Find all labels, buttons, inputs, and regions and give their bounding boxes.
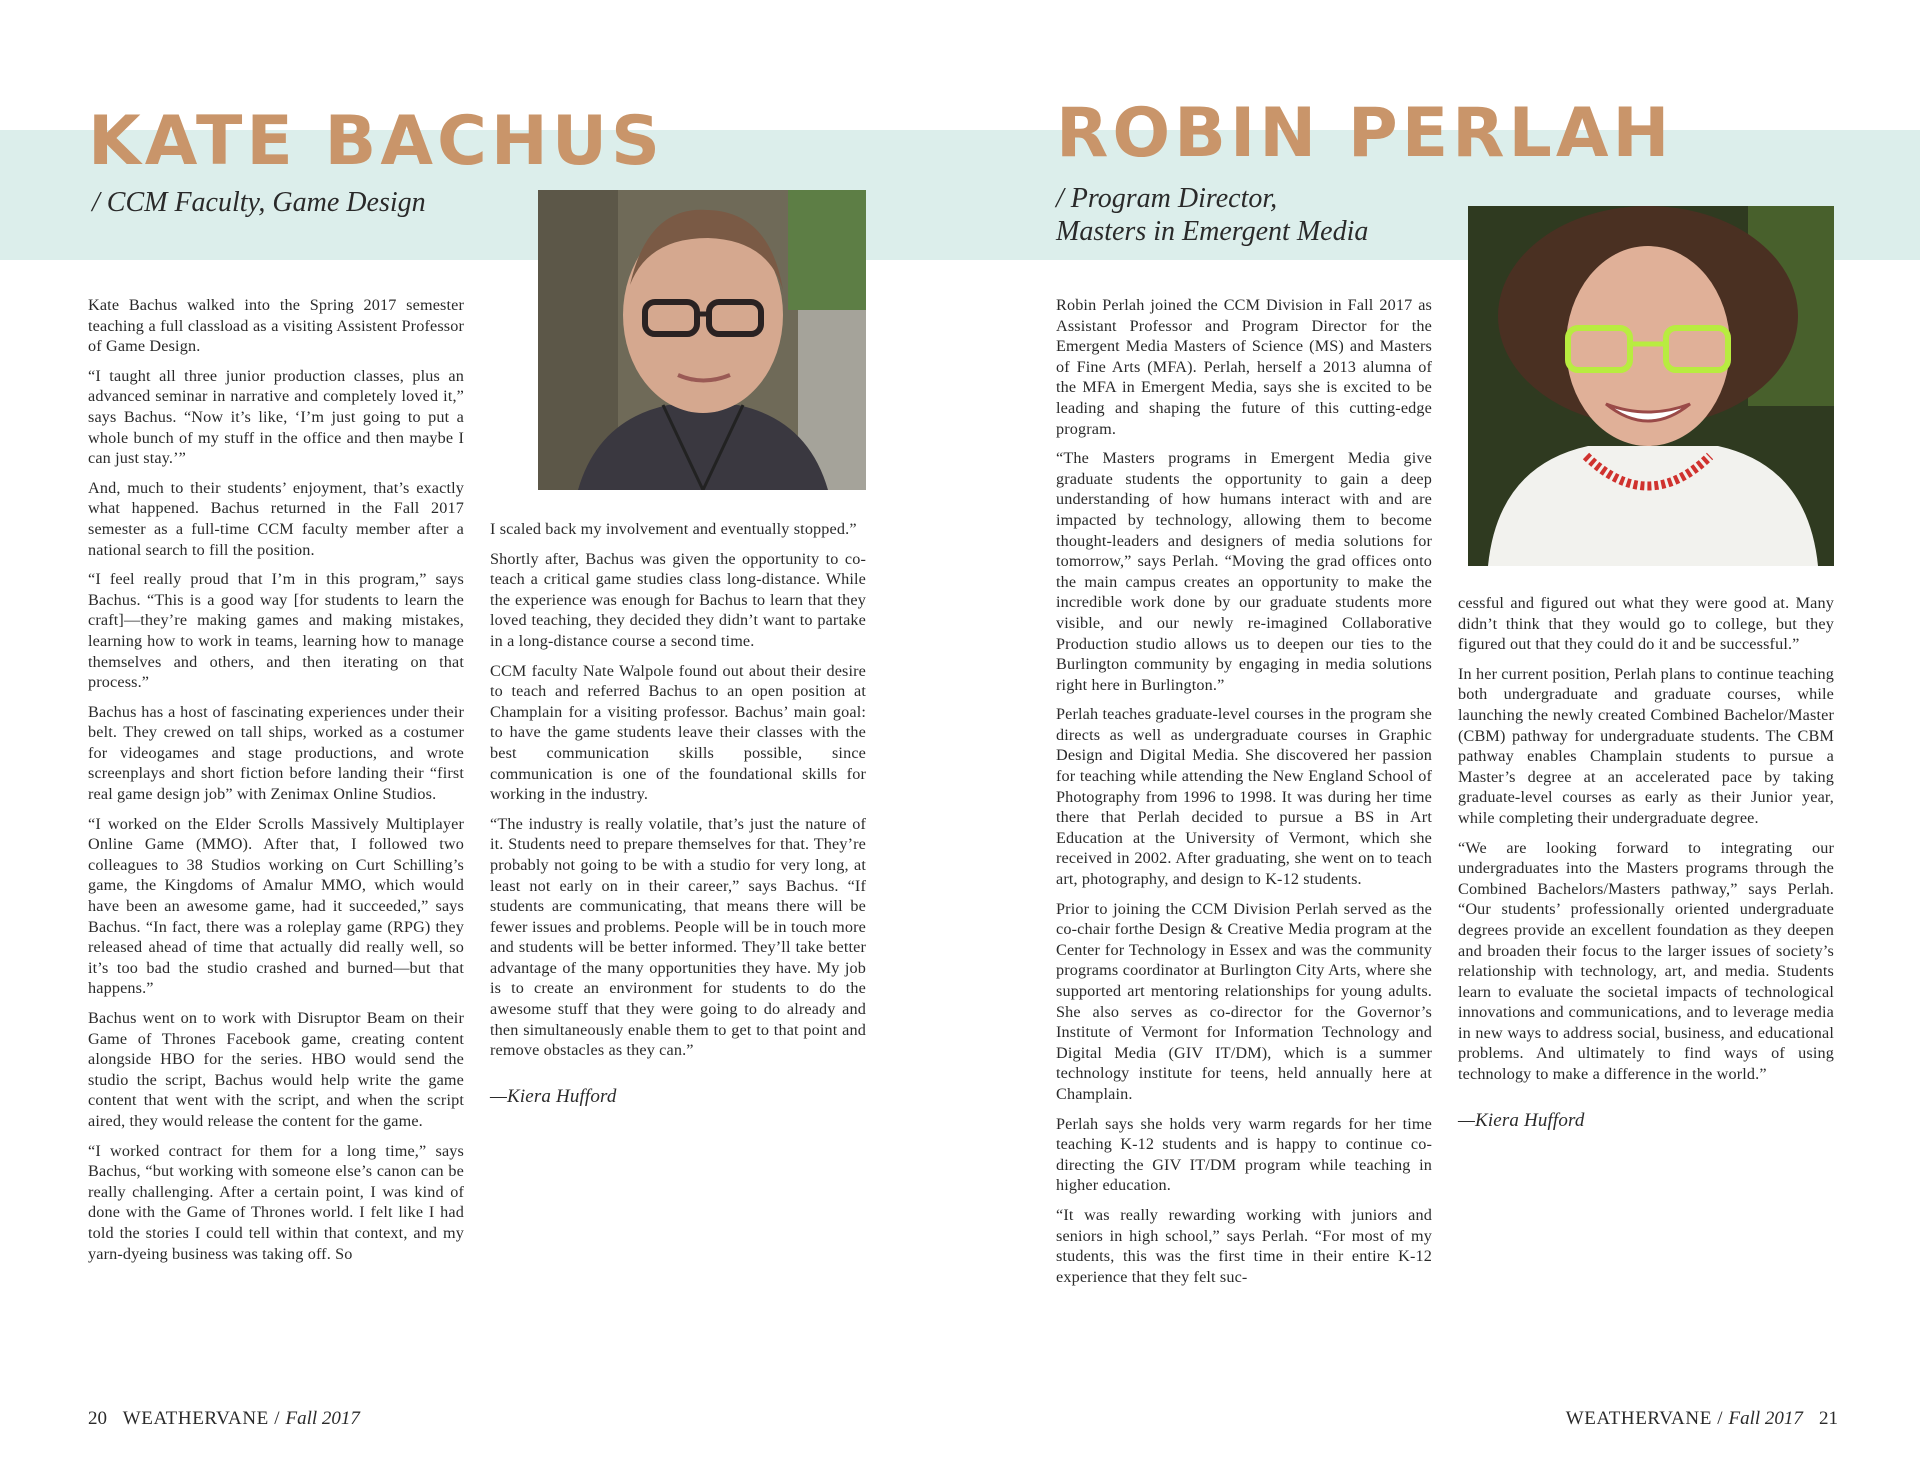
paragraph: Prior to joining the CCM Division Perlah served as the co-chair forthe Design & Creative Media program at the Center for Technology in Essex and was the community programs coordinator at Burlington City Arts, where she supported art mentoring relationships for young adults. She also serves as co-director for the Governor’s Institute of Vermont for Information Technology and Digital Media (GIV IT/DM), which is a summer technology institute for teens, held annually here at Champlain. [1056,899,1432,1103]
profile-role-right-line1: / Program Director, [1056,183,1278,214]
paragraph: “The Masters programs in Emergent Media give graduate students the opportunity to gain a deep understanding of how humans interact with and are impacted by technology, allowing them to become thought-leaders and designers of media solutions for tomorrow,” says Perlah. “Moving the grad offices onto the main campus creates an opportunity to make the incredible work done by our graduate students more visible, and our newly re-imagined Collaborative Production studio allows us to deepen our ties to the Burlington community by engaging in media solutions right here in Burlington.” [1056,449,1432,694]
magazine-title: WEATHERVANE [1565,1408,1712,1429]
paragraph: Perlah says she holds very warm regards for her time teaching K-12 students and is happy to continue co-directing the GIV IT/DM program while teaching in higher education. [1056,1114,1432,1195]
paragraph: “I taught all three junior production classes, plus an advanced seminar in narrative and completely loved it,” says Bachus. “Now it’s like, ‘I’m just going to put a whole bunch of my stuff in the office and then maybe I can just stay.’” [88,366,464,468]
paragraph: “We are looking forward to integrating our undergraduates into the Masters programs through the Combined Bachelors/Masters pathway,” says Perlah. “Our students’ professionally oriented undergraduate degrees provide an excellent foundation as they deepen and broaden their focus to the larger issues of society’s relationship with technology, art, and media. Students learn to evaluate the societal impacts of technological innovations and communications, and to leverage media in new ways to address social, business, and educational problems. And ultimately to find ways of using technology to make a difference in the world.” [1458,838,1834,1084]
byline-signature: —Kiera Hufford [490,1085,617,1107]
article-column-left-2 [490,519,866,1116]
page-footer-right: WEATHERVANE / Fall 2017 21 [1565,1408,1838,1429]
profile-name-right: ROBIN PERLAH [1056,94,1674,173]
article-column-right-1 [1056,295,1432,1296]
paragraph: “It was really rewarding working with juniors and seniors in high school,” says Perlah. “For most of my students, this was the first time in their entire K-12 experience that they felt suc- [1056,1205,1432,1286]
article-column-right-2 [1458,593,1834,1140]
paragraph: Perlah teaches graduate-level courses in the program she directs as well as undergraduate courses in Graphic Design and Digital Media. She discovered her passion for teaching while attending the New England School of Photography from 1996 to 1998. It was during her time there that Perlah decided to pursue a BS in Art Education at the University of Vermont, which she received in 2002. After graduating, she went on to teach art, photography, and design to K-12 students. [1056,705,1432,889]
paragraph: I scaled back my involvement and eventually stopped.” [490,520,857,538]
paragraph: “I worked on the Elder Scrolls Massively Multiplayer Online Game (MMO). After that, I followed two colleagues to 38 Studios working on Curt Schilling’s game, the Kingdoms of Amalur MMO, which would have been an awesome game, had it succeeded,” says Bachus. “In fact, there was a roleplay game (RPG) they released ahead of time that actually did really well, so it’s too bad the studio crashed and burned—but that happens.” [88,814,464,998]
kate-bachus-photo [538,190,866,490]
issue-label: Fall 2017 [1728,1408,1803,1429]
profile-name-left: KATE BACHUS [88,102,665,181]
paragraph: “I feel really proud that I’m in this program,” says Bachus. “This is a good way [for students to learn the craft]—they’re making games and making mistakes, learning how to work in teams, learning how to manage themselves and others, and then iterating on that process.” [88,570,464,692]
issue-label: Fall 2017 [285,1408,360,1429]
magazine-title: WEATHERVANE [122,1408,269,1429]
byline-signature: —Kiera Hufford [1458,1109,1585,1131]
profile-role-left: / CCM Faculty, Game Design [92,187,426,218]
paragraph: Shortly after, Bachus was given the opportunity to co-teach a critical game studies class long-distance. While the experience was enough for Bachus to learn that they loved teaching, they decided they didn’t want to partake in a long-distance course a second time. [490,549,866,650]
page-number: 21 [1819,1408,1838,1429]
paragraph: And, much to their students’ enjoyment, that’s exactly what happened. Bachus returned in the Fall 2017 semester as a full-time CCM faculty member after a national search to fill the position. [88,478,464,559]
paragraph: “The industry is really volatile, that’s just the nature of it. Students need to prepare themselves for that. They’re probably not going to be with a studio for very long, at least not early on in their career,” says Bachus. “If students are communicating, that means there will be fewer issues and problems. People will be in touch more and students will be better informed. They’ll take better advantage of the many opportunities they have. My job is to create an environment for students to do the awesome stuff that they were going to do already and then simultaneously enable them to get to that point and remove obstacles as they can.” [490,814,866,1060]
paragraph: CCM faculty Nate Walpole found out about their desire to teach and referred Bachus to an open position at Champlain for a visiting professor. Bachus’ main goal: to have the game students leave their classes with the best communication skills possible, since communication is one of the foundational skills for working in the industry. [490,661,866,804]
article-column-left-1 [88,295,464,1273]
profile-role-right-line2: Masters in Emergent Media [1056,216,1369,247]
page-number: 20 [88,1408,107,1429]
paragraph: Bachus has a host of fascinating experiences under their belt. They crewed on tall ships, worked as a costumer for videogames and stage productions, and wrote screenplays and short fiction before landing their “first real game design job” with Zenimax Online Studios. [88,702,464,804]
page-footer-left: 20 WEATHERVANE / Fall 2017 [88,1408,360,1429]
paragraph: Bachus went on to work with Disruptor Beam on their Game of Thrones Facebook game, creating content alongside HBO for the series. HBO would send the studio the script, Bachus would help write the game content that went with the script, and when the script aired, they would release the content for the game. [88,1009,464,1130]
robin-perlah-photo [1468,206,1834,566]
paragraph: “I worked contract for them for a long time,” says Bachus, “but working with someone else’s canon can be really challenging. After a certain point, I was kind of done with the Game of Thrones world. I felt like I had told the stories I could tell within that context, and my yarn-dyeing business was taking off. So [88,1141,464,1263]
paragraph: In her current position, Perlah plans to continue teaching both undergraduate and graduate courses, while launching the newly created Combined Bachelor/Master (CBM) pathway for undergraduate students. The CBM pathway enables Champlain students to pursue a Master’s degree at an accelerated pace by taking graduate-level courses as early as their Junior year, while completing their undergraduate degree. [1458,664,1834,827]
paragraph: Kate Bachus walked into the Spring 2017 semester teaching a full classload as a visiting Assistent Professor of Game Design. [88,296,464,356]
paragraph: Robin Perlah joined the CCM Division in Fall 2017 as Assistant Professor and Program Director for the Emergent Media Masters of Science (MS) and Masters of Fine Arts (MFA). Perlah, herself a 2013 alumna of the MFA in Emergent Media, says she is excited to be leading and shaping the future of this cutting-edge program. [1056,296,1432,438]
paragraph: cessful and figured out what they were good at. Many didn’t think that they would go to college, but they figured out that they could do it and be successful.” [1458,594,1834,654]
